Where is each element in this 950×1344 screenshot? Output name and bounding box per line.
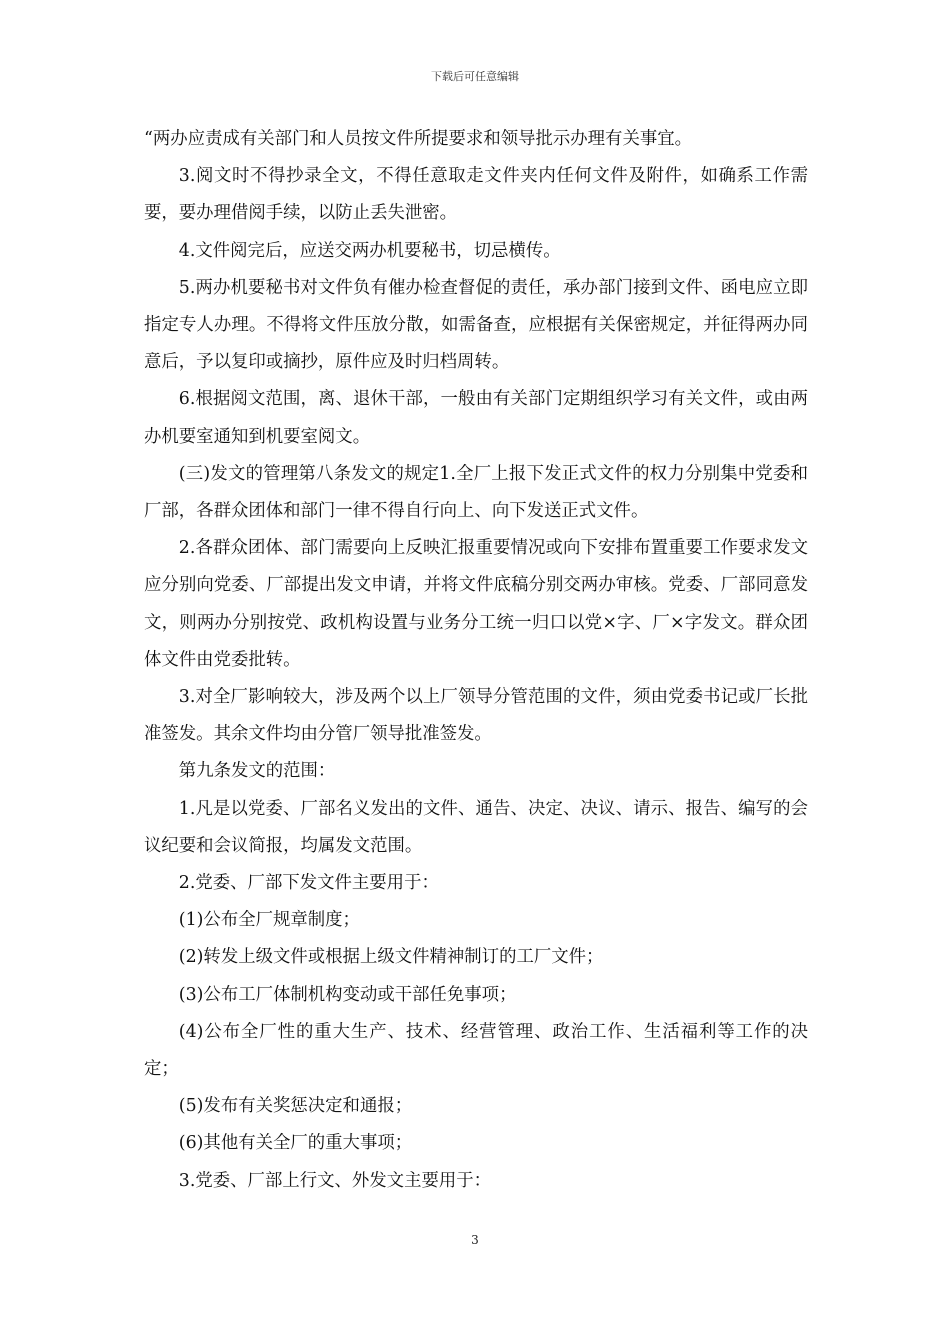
list-item: (1)公布全厂规章制度；: [178, 910, 360, 931]
paragraph: 6.根据阅文范围，离、退休干部，一般由有关部门定期组织学习有关文件，或由两办机要室通知到机要室阅文。: [144, 389, 808, 447]
page-number: 3: [471, 1233, 479, 1247]
list-item: (5)发布有关奖惩决定和通报；: [178, 1096, 413, 1117]
paragraph: (三)发文的管理第八条发文的规定1.全厂上报下发正式文件的权力分别集中党委和厂部，各群众团体和部门一律不得自行向上、向下发送正式文件。: [144, 463, 808, 522]
list-item: (3)公布工厂体制机构变动或干部任免事项；: [178, 984, 517, 1005]
paragraph: 4.文件阅完后，应送交两办机要秘书，切忌横传。: [178, 240, 561, 261]
paragraph: 2.各群众团体、部门需要向上反映汇报重要情况或向下安排布置重要工作要求发文应分别向党委、厂部提出发文申请，并将文件底稿分别交两办审核。党委、厂部同意发文，则两办分别按党、政机构设置与业务分工统一归口以党×字、厂×字发文。群众团体文件由党委批转。: [144, 538, 808, 670]
paragraph: 1.凡是以党委、厂部名义发出的文件、通告、决定、决议、请示、报告、编写的会议纪要和会议简报，均属发文范围。: [144, 798, 808, 856]
paragraph: 3.阅文时不得抄录全文，不得任意取走文件夹内任何文件及附件，如确系工作需要，要办理借阅手续，以防止丢失泄密。: [144, 166, 808, 224]
list-item: (6)其他有关全厂的重大事项；: [178, 1133, 413, 1154]
paragraph: 3.对全厂影响较大，涉及两个以上厂领导分管范围的文件，须由党委书记或厂长批准签发。其余文件均由分管厂领导批准签发。: [144, 687, 808, 745]
paragraph: 5.两办机要秘书对文件负有催办检查督促的责任，承办部门接到文件、函电应立即指定专人办理。不得将文件压放分散，如需备查，应根据有关保密规定，并征得两办同意后，予以复印或摘抄，原件应及时归档周转。: [144, 277, 808, 373]
paragraph: 第九条发文的范围：: [178, 761, 336, 782]
paragraph: 3.党委、厂部上行文、外发文主要用于：: [178, 1170, 492, 1191]
document-body: [144, 121, 808, 1200]
list-item: (2)转发上级文件或根据上级文件精神制订的工厂文件；: [178, 947, 604, 968]
paragraph: “两办应责成有关部门和人员按文件所提要求和领导批示办理有关事宜。: [144, 129, 693, 149]
list-item: (4)公布全厂性的重大生产、技术、经营管理、政治工作、生活福利等工作的决定；: [144, 1021, 808, 1080]
page-header: 下载后可任意编辑: [431, 70, 519, 83]
paragraph: 2.党委、厂部下发文件主要用于：: [178, 873, 439, 894]
